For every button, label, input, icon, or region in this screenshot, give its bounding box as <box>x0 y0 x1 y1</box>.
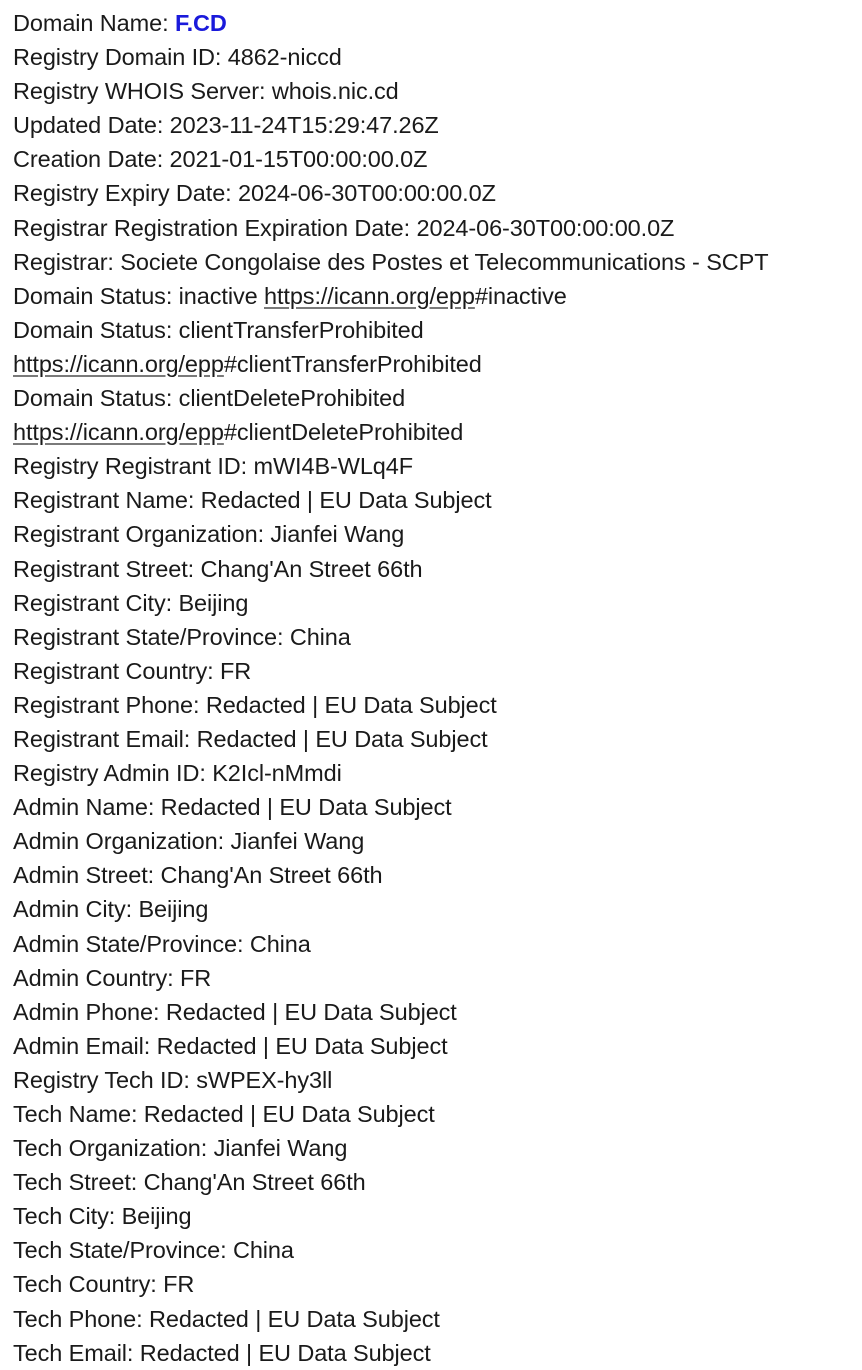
tech-city: Tech City: Beijing <box>13 1203 192 1230</box>
domain-status-inactive <box>13 279 862 313</box>
domain-status-transfer-prohibited-suffix: #clientTransferProhibited <box>223 350 482 377</box>
registrant-city: Registrant City: Beijing <box>13 589 249 616</box>
registry-whois-server: Registry WHOIS Server: whois.nic.cd <box>13 78 399 105</box>
domain-status-delete-prohibited-url <box>13 415 862 449</box>
registrant-email: Registrant Email: Redacted | EU Data Subject <box>13 725 488 752</box>
admin-email: Admin Email: Redacted | EU Data Subject <box>13 1032 448 1059</box>
domain-status-transfer-prohibited-url <box>13 347 862 381</box>
epp-link-transfer-prohibited[interactable]: https://icann.org/epp <box>13 350 224 377</box>
epp-link-inactive[interactable]: https://icann.org/epp <box>264 282 475 309</box>
registrar: Registrar: Societe Congolaise des Postes et Telecommunications - SCPT <box>13 248 769 275</box>
registrant-state: Registrant State/Province: China <box>13 623 351 650</box>
domain-status-inactive-suffix: #inactive <box>474 282 567 309</box>
registry-tech-id: Registry Tech ID: sWPEX-hy3ll <box>13 1066 333 1093</box>
registrant-organization: Registrant Organization: Jianfei Wang <box>13 521 405 548</box>
registry-admin-id: Registry Admin ID: K2Icl-nMmdi <box>13 760 342 787</box>
domain-name-line <box>13 6 862 40</box>
registrant-phone: Registrant Phone: Redacted | EU Data Subject <box>13 691 497 718</box>
registrant-name: Registrant Name: Redacted | EU Data Subject <box>13 487 492 514</box>
admin-country: Admin Country: FR <box>13 964 212 991</box>
admin-street: Admin Street: Chang'An Street 66th <box>13 862 383 889</box>
domain-name-value: F.CD <box>174 10 227 36</box>
updated-date: Updated Date: 2023-11-24T15:29:47.26Z <box>13 112 439 139</box>
admin-name: Admin Name: Redacted | EU Data Subject <box>13 794 452 821</box>
domain-status-delete-prohibited: Domain Status: clientDeleteProhibited <box>13 385 406 412</box>
tech-name: Tech Name: Redacted | EU Data Subject <box>13 1101 435 1127</box>
tech-country: Tech Country: FR <box>13 1271 195 1298</box>
admin-city: Admin City: Beijing <box>13 896 209 923</box>
tech-state: Tech State/Province: China <box>13 1237 294 1264</box>
domain-status-delete-prohibited-suffix: #clientDeleteProhibited <box>223 419 464 446</box>
domain-name-label: Domain Name: <box>13 10 175 36</box>
tech-phone: Tech Phone: Redacted | EU Data Subject <box>13 1305 440 1332</box>
tech-organization: Tech Organization: Jianfei Wang <box>13 1135 348 1162</box>
domain-status-inactive-label: Domain Status: inactive <box>13 282 264 309</box>
domain-status-transfer-prohibited: Domain Status: clientTransferProhibited <box>13 316 424 343</box>
registry-expiry-date: Registry Expiry Date: 2024-06-30T00:00:00.0Z <box>13 180 496 207</box>
epp-link-delete-prohibited[interactable]: https://icann.org/epp <box>13 419 224 446</box>
creation-date: Creation Date: 2021-01-15T00:00:00.0Z <box>13 146 428 173</box>
registrar-expiration-date: Registrar Registration Expiration Date: 2024-06-30T00:00:00.0Z <box>13 214 675 241</box>
tech-email: Tech Email: Redacted | EU Data Subject <box>13 1339 431 1366</box>
registrant-country: Registrant Country: FR <box>13 657 252 684</box>
registrant-street: Registrant Street: Chang'An Street 66th <box>13 555 423 582</box>
admin-phone: Admin Phone: Redacted | EU Data Subject <box>13 998 457 1025</box>
registry-registrant-id: Registry Registrant ID: mWI4B-WLq4F <box>13 453 414 480</box>
registry-domain-id: Registry Domain ID: 4862-niccd <box>13 44 342 71</box>
tech-street: Tech Street: Chang'An Street 66th <box>13 1169 366 1196</box>
admin-organization: Admin Organization: Jianfei Wang <box>13 828 365 855</box>
admin-state: Admin State/Province: China <box>13 930 311 957</box>
